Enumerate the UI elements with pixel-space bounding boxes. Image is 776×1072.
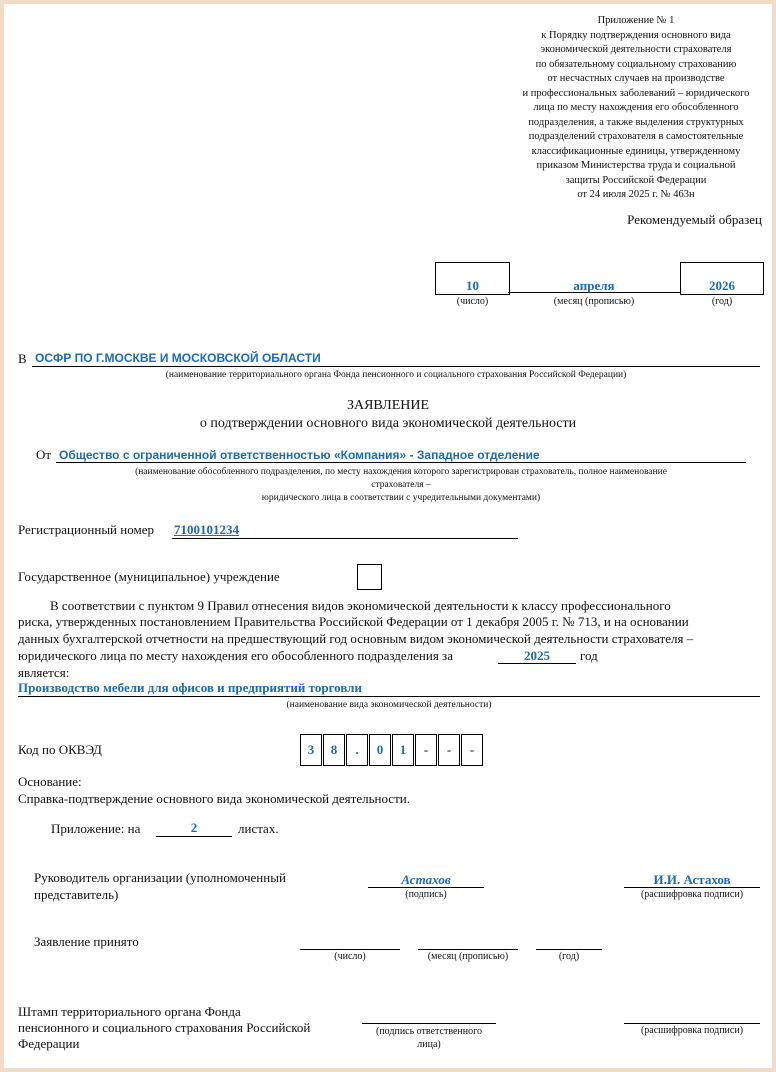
report-year-suffix: год xyxy=(580,648,598,663)
activity-line xyxy=(18,696,760,697)
okved-cell[interactable]: 1 xyxy=(392,734,414,766)
stamp-label-line-1: Штамп территориального органа Фонда xyxy=(18,1004,241,1019)
accepted-label: Заявление принято xyxy=(34,934,139,949)
from-prefix: От xyxy=(36,447,52,462)
annex-line: экономической деятельности страхователя xyxy=(540,44,732,55)
accepted-year-line[interactable] xyxy=(536,949,602,950)
date-month-caption: (месяц (прописью) xyxy=(553,296,635,307)
stamp-sign-caption xyxy=(362,1025,496,1051)
attachment-suffix: листах. xyxy=(238,821,279,836)
from-caption-line: страхователя – xyxy=(371,480,431,490)
signatory-label-line-1: Руководитель организации (уполномоченный xyxy=(34,870,286,885)
date-year-caption: (год) xyxy=(711,296,733,307)
signature-caption: (подпись) xyxy=(405,889,447,900)
accepted-year-caption: (год) xyxy=(558,951,580,962)
registration-value[interactable]: 7100101234 xyxy=(174,522,239,537)
annex-line: приказом Министерства труда и социальной xyxy=(536,160,736,171)
date-month-value[interactable]: апреля xyxy=(573,278,615,293)
body-line-1: В соответствии с пунктом 9 Правил отнесения видов экономической деятельности к классу профессионального xyxy=(50,598,671,613)
annex-line: Приложение № 1 xyxy=(597,15,675,26)
stamp-label-line-2: пенсионного и социального страхования Российской xyxy=(18,1020,311,1035)
addressee-caption: (наименование территориального органа Фонда пенсионного и социального страхования Российской Федерации) xyxy=(165,370,627,380)
annex-header xyxy=(486,14,776,203)
annex-line: лица по месту нахождения его обособленного xyxy=(533,102,739,113)
accepted-day-caption: (число) xyxy=(334,951,366,962)
state-institution-label: Государственное (муниципальное) учреждение xyxy=(18,569,280,584)
from-line xyxy=(56,462,746,463)
from-caption-line: (наименование обособленного подразделения, по месту нахождения которого зарегистрирован страхователь, полное наименование xyxy=(135,467,667,477)
stamp-name-line[interactable] xyxy=(624,1023,760,1024)
annex-line: от несчастных случаев на производстве xyxy=(547,73,725,84)
annex-line: и профессиональных заболеваний – юридического xyxy=(522,87,750,99)
document-page xyxy=(4,4,772,1068)
activity-value[interactable]: Производство мебели для офисов и предприятий торговли xyxy=(18,680,362,695)
okved-cell[interactable]: 3 xyxy=(300,734,322,766)
okved-cell[interactable]: . xyxy=(346,734,368,766)
signature-line xyxy=(368,887,484,888)
body-line-3: данных бухгалтерской отчетности на предшествующий год основным видом экономической деятельности страхователя – xyxy=(18,631,694,646)
annex-line: защиты Российской Федерации xyxy=(565,174,707,186)
stamp-sign-line[interactable] xyxy=(362,1023,496,1024)
okved-label: Код по ОКВЭД xyxy=(18,742,102,757)
state-institution-checkbox[interactable] xyxy=(357,564,382,590)
attachment-value[interactable]: 2 xyxy=(190,820,198,835)
okved-cell[interactable]: 8 xyxy=(323,734,345,766)
date-day-caption: (число) xyxy=(456,296,489,307)
annex-line: подразделения, а также выделения структурных xyxy=(528,116,744,128)
date-year-value: 2026 xyxy=(709,278,735,293)
stamp-name-caption: (расшифровка подписи) xyxy=(640,1025,744,1036)
document-title: ЗАЯВЛЕНИЕ xyxy=(346,398,430,413)
addressee-prefix: В xyxy=(18,351,27,366)
document-subtitle: о подтверждении основного вида экономической деятельности xyxy=(199,416,577,431)
signature-value[interactable]: Астахов xyxy=(401,872,451,887)
from-caption-line: юридического лица в соответствии с учредительными документами) xyxy=(261,493,541,503)
okved-cell[interactable]: - xyxy=(461,734,483,766)
date-day-value: 10 xyxy=(466,278,479,293)
accepted-day-line[interactable] xyxy=(300,949,400,950)
signatory-label-line-2: представитель) xyxy=(34,887,119,902)
registration-line xyxy=(172,538,518,539)
signatory-name-caption: (расшифровка подписи) xyxy=(640,889,744,900)
from-caption xyxy=(56,466,746,505)
stamp-label-line-3: Федерации xyxy=(18,1036,80,1051)
annex-line: классификационные единицы, утвержденному xyxy=(531,145,741,157)
body-line-4: юридического лица по месту нахождения его обособленного подразделения за xyxy=(18,648,453,663)
annex-line: к Порядку подтверждения основного вида xyxy=(541,29,731,41)
annex-line: подразделений страхователя в самостоятельные xyxy=(528,131,744,142)
addressee-line xyxy=(32,366,760,367)
okved-cell[interactable]: - xyxy=(415,734,437,766)
activity-caption: (наименование вида экономической деятельности) xyxy=(286,700,492,710)
basis-value: Справка-подтверждение основного вида экономической деятельности. xyxy=(18,791,410,806)
basis-label: Основание: xyxy=(18,774,82,789)
okved-cell[interactable]: - xyxy=(438,734,460,766)
report-year-value[interactable]: 2025 xyxy=(524,648,550,663)
registration-label: Регистрационный номер xyxy=(18,522,154,537)
attachment-line xyxy=(156,836,232,837)
attachment-prefix: Приложение: на xyxy=(51,821,141,836)
accepted-month-line[interactable] xyxy=(418,949,518,950)
addressee-value[interactable]: ОСФР ПО Г.МОСКВЕ И МОСКОВСКОЙ ОБЛАСТИ xyxy=(35,351,321,365)
body-line-2: риска, утвержденных постановлением Правительства Российской Федерации от 1 декабря 2005 г. № 713, и на основании xyxy=(18,614,689,629)
body-line-5: является: xyxy=(18,665,70,680)
annex-line: от 24 июля 2025 г. № 463н xyxy=(577,189,695,200)
from-value[interactable]: Общество с ограниченной ответственностью «Компания» - Западное отделение xyxy=(59,448,540,462)
recommended-sample-label: Рекомендуемый образец xyxy=(627,212,762,227)
signatory-name-value[interactable]: И.И. Астахов xyxy=(653,872,731,887)
stamp-sign-caption-line: лица) xyxy=(417,1039,441,1050)
annex-line: по обязательному социальному страхованию xyxy=(535,58,737,70)
accepted-month-caption: (месяц (прописью) xyxy=(427,951,509,962)
signatory-name-line xyxy=(624,887,760,888)
stamp-sign-caption-line: (подпись ответственного xyxy=(376,1026,482,1037)
okved-cell[interactable]: 0 xyxy=(369,734,391,766)
